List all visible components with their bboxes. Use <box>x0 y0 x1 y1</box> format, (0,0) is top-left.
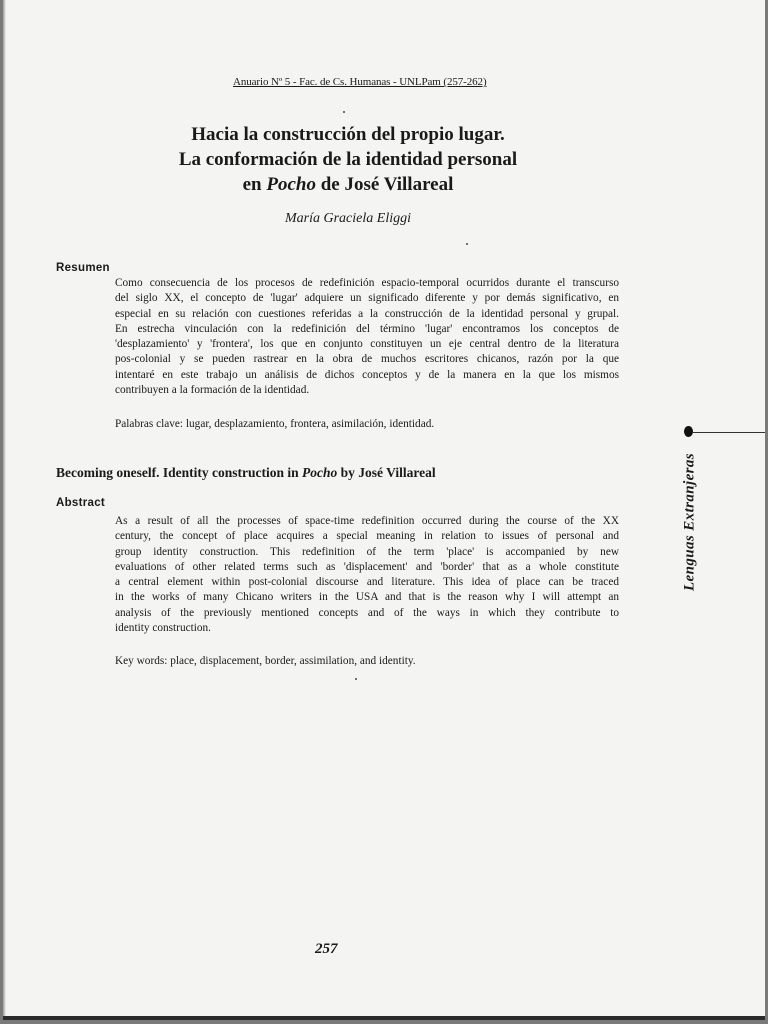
abstract-line: group identity construction. This redefinition of the term 'place' is accompanied by new <box>115 545 619 558</box>
english-title: Becoming oneself. Identity construction in Pocho by José Villareal <box>56 465 436 480</box>
running-head: Anuario Nº 5 - Fac. de Cs. Humanas - UNLPam (257-262) <box>233 76 487 88</box>
abstract-line: century, the concept of place acquires a special meaning in relation to issues of personal and <box>115 530 619 543</box>
side-rule <box>693 432 765 433</box>
resumen-line: Como consecuencia de los procesos de redefinición espacio-temporal ocurridos durante el transcurso <box>115 277 619 289</box>
resumen-line: especial en su relación con cuestiones referidas a la construcción de la identidad personal y grupal. <box>115 307 619 320</box>
section-side-label <box>675 442 705 602</box>
abstract-body <box>115 514 619 636</box>
abstract-line: evaluations of other related terms such as 'displacement' and 'border' that as a whole constitute <box>115 560 619 573</box>
side-label-text: Lenguas Extranjeras <box>681 452 698 592</box>
resumen-body <box>115 276 619 398</box>
abstract-line: a central element within post-colonial discourse and literature. This idea of place can be traced <box>115 576 619 589</box>
abstract-line: As a result of all the processes of space-time redefinition occurred during the course of the XX <box>115 515 619 527</box>
resumen-line: del siglo XX, el concepto de 'lugar' adquiere un significado diferente y por demás significativo, en <box>115 292 619 305</box>
abstract-line: analysis of the previously mentioned concepts and of the ways in which they contribute to <box>115 606 619 619</box>
title-line-3: en Pocho de José Villareal <box>242 174 454 195</box>
resumen-heading: Resumen <box>56 262 110 274</box>
scan-edge <box>3 0 6 1020</box>
resumen-line: 'desplazamiento' y 'frontera', los que en conjunto constituyen un eje central dentro de la literatura <box>115 338 619 351</box>
scan-edge-bottom <box>3 1016 765 1020</box>
english-title-italic-word: Pocho <box>302 465 338 480</box>
abstract-line: in the works of many Chicano writers in the USA and that is the reason why I will attempt an <box>115 591 619 604</box>
title-italic-word: Pocho <box>266 174 316 195</box>
resumen-line: contribuyen a la formación de la identidad. <box>115 384 310 397</box>
palabras-clave: Palabras clave: lugar, desplazamiento, frontera, asimilación, identidad. <box>115 418 435 430</box>
page-number: 257 <box>315 941 338 957</box>
bullet-icon <box>684 426 693 437</box>
scan-speck <box>355 678 357 680</box>
resumen-line: En estrecha vinculación con la redefinición del término 'lugar' encontramos los conceptos de <box>115 322 619 335</box>
title-line-2: La conformación de la identidad personal <box>178 149 518 170</box>
abstract-line: identity construction. <box>115 622 212 635</box>
title-line-1: Hacia la construcción del propio lugar. <box>191 124 505 145</box>
resumen-line: intentaré en este trabajo un análisis de dichos conceptos y de la manera en la que los mismos <box>115 368 619 381</box>
scan-speck <box>343 111 345 113</box>
document-page <box>3 0 765 1020</box>
scan-speck <box>466 243 468 245</box>
author-name: María Graciela Eliggi <box>285 211 411 226</box>
abstract-heading: Abstract <box>56 497 106 509</box>
key-words: Key words: place, displacement, border, assimilation, and identity. <box>115 655 416 667</box>
article-title <box>103 122 593 197</box>
resumen-line: pos-colonial y se pueden rastrear en la obra de muchos escritores chicanos, razón por la que <box>115 353 619 366</box>
